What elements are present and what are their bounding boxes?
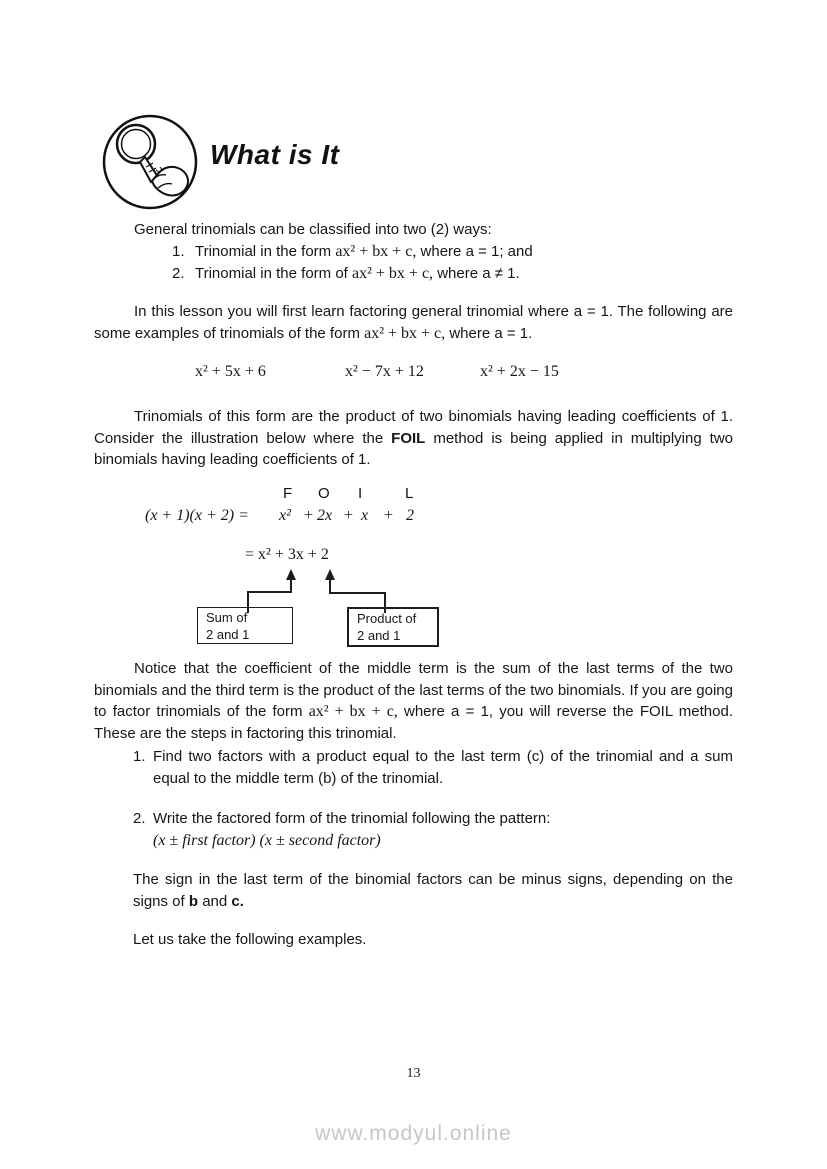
foil-paragraph	[94, 406, 733, 471]
callout-line: Product of	[357, 611, 417, 626]
foil-term-outer: 2x	[317, 507, 333, 524]
pattern-math: (x ± first factor) (x ± second factor)	[153, 831, 381, 849]
inline-math: ax² + bx + c,	[364, 324, 446, 342]
list-number: 2.	[133, 810, 146, 827]
step-text: Find two factors with a product equal to the last term (c) of the trinomial and a sum equal to the middle term (b) of the trinomial.	[153, 748, 733, 787]
callout-line: 2 and 1	[357, 627, 401, 643]
text-segment: Trinomials of this form are the product of two binomials having leading coefficients of 1. Consider the illustration below where the	[94, 408, 733, 447]
bold-term: FOIL	[391, 429, 426, 447]
foil-equation-lhs: (x + 1)(x + 2) =	[145, 507, 249, 524]
foil-term-first: x²	[279, 507, 291, 524]
magnifying-glass-icon	[100, 112, 200, 212]
text-segment: where a = 1.	[445, 324, 533, 342]
notice-paragraph	[94, 658, 733, 744]
list-number: 1.	[133, 748, 146, 765]
inline-math: ax² + bx + c,	[335, 243, 417, 260]
step-item-1	[133, 746, 733, 789]
foil-letter-l: L	[405, 485, 414, 502]
foil-term-inner: x	[361, 507, 369, 524]
foil-letter-f: F	[283, 485, 293, 502]
text-segment: Trinomial in the form of	[195, 265, 352, 282]
math-example-2: x² − 7x + 12	[345, 363, 424, 380]
bold-term: c.	[231, 892, 244, 910]
math-example-1: x² + 5x + 6	[195, 363, 266, 380]
plus-sign: +	[343, 507, 354, 524]
list-text	[195, 263, 520, 285]
intro-list-item-1	[172, 241, 733, 263]
plus-sign: +	[383, 507, 394, 524]
text-segment: where a = 1, you will reverse the FOIL method. These are the steps in factoring this trinomial.	[94, 703, 733, 742]
intro-list-item-2	[172, 263, 733, 285]
inline-math: ax² + bx + c,	[308, 703, 398, 720]
text-segment: In this lesson you will first learn factoring general trinomial where a = 1. The following are some examples of trinomials of the form	[94, 303, 733, 342]
foil-letter-o: O	[318, 485, 330, 502]
foil-term-last: 2	[406, 507, 414, 524]
step-text	[153, 808, 733, 851]
text-segment: Trinomial in the form	[195, 243, 336, 260]
text-segment: Notice that the coefficient of the middle term is the sum of the last terms of the two binomials and the third term is the product of the last terms of the two binomials. If you are going to factor trinomials of the form	[94, 660, 733, 720]
watermark: www.modyul.online	[315, 1122, 512, 1145]
list-number: 2.	[172, 265, 185, 282]
step-item-2	[133, 808, 733, 851]
foil-letter-i: I	[358, 485, 363, 502]
intro-lead: General trinomials can be classified into two (2) ways:	[134, 221, 492, 238]
text-segment: where a = 1; and	[416, 243, 533, 260]
sign-note-paragraph	[133, 869, 733, 912]
callout-line: Sum of	[206, 610, 248, 625]
callout-line: 2 and 1	[206, 626, 250, 642]
text-segment: and	[198, 892, 232, 910]
plus-sign: +	[303, 507, 314, 524]
page-number: 13	[406, 1066, 421, 1081]
text-segment: method is being applied in multiplying two binomials having leading coefficients of 1.	[94, 429, 733, 468]
inline-math: ax² + bx + c,	[352, 265, 434, 282]
list-number: 1.	[172, 243, 185, 260]
page-title: What is It	[210, 139, 340, 170]
callout-arrow-connectors	[190, 565, 450, 655]
simplified-equation: = x² + 3x + 2	[245, 546, 329, 563]
text-segment: Write the factored form of the trinomial following the pattern:	[153, 810, 551, 827]
closing-line: Let us take the following examples.	[133, 931, 367, 948]
text-segment: where a ≠ 1.	[433, 265, 520, 282]
text-segment: The sign in the last term of the binomial factors can be minus signs, depending on the signs of	[133, 871, 733, 910]
lesson-paragraph	[94, 301, 733, 344]
bold-term: b	[188, 892, 199, 910]
math-example-3: x² + 2x − 15	[480, 363, 559, 380]
list-text	[195, 241, 533, 263]
